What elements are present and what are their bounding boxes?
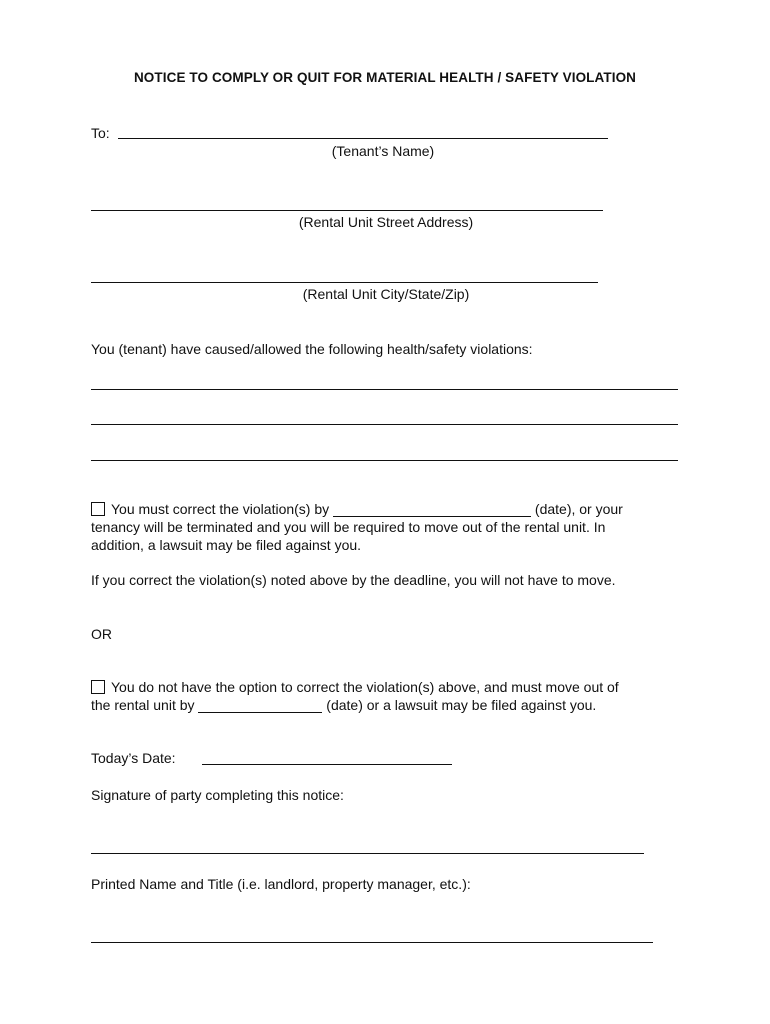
move-by-date-field[interactable] <box>198 698 322 713</box>
street-address-caption: (Rental Unit Street Address) <box>298 214 474 230</box>
option-correct-line3: addition, a lawsuit may be filed against you. <box>91 537 362 553</box>
violations-intro: You (tenant) have caused/allowed the following health/safety violations: <box>91 341 533 357</box>
street-address-field[interactable] <box>91 210 603 211</box>
option-move-line1: You do not have the option to correct the violation(s) above, and must move out of <box>111 679 619 695</box>
option-correct-paragraph <box>91 500 691 554</box>
printed-name-field[interactable] <box>91 942 653 943</box>
correct-note: If you correct the violation(s) noted above by the deadline, you will not have to move. <box>91 572 616 588</box>
correct-by-date-field[interactable] <box>333 502 531 517</box>
option-correct-line2: tenancy will be terminated and you will be required to move out of the rental unit. In <box>91 519 606 535</box>
todays-date-label: Today’s Date: <box>91 750 176 766</box>
tenant-name-caption: (Tenant’s Name) <box>331 143 435 159</box>
option-move-paragraph <box>91 678 691 714</box>
violation-line-1[interactable] <box>91 389 678 390</box>
tenant-name-field[interactable] <box>118 138 608 139</box>
printed-name-label: Printed Name and Title (i.e. landlord, property manager, etc.): <box>91 876 471 892</box>
or-label: OR <box>91 626 112 642</box>
option-correct-prefix: You must correct the violation(s) by <box>111 501 330 517</box>
city-state-zip-field[interactable] <box>91 282 598 283</box>
city-state-zip-caption: (Rental Unit City/State/Zip) <box>302 286 470 302</box>
violation-line-3[interactable] <box>91 460 678 461</box>
option-move-line2-prefix: the rental unit by <box>91 697 195 713</box>
option-move-line2-suffix: (date) or a lawsuit may be filed against you. <box>326 697 597 713</box>
option-correct-suffix: (date), or your <box>534 501 623 517</box>
todays-date-field[interactable] <box>202 764 452 765</box>
signature-field[interactable] <box>91 853 644 854</box>
option-correct-checkbox[interactable] <box>91 502 105 516</box>
signature-label: Signature of party completing this notice: <box>91 787 344 803</box>
document-title: NOTICE TO COMPLY OR QUIT FOR MATERIAL HEALTH / SAFETY VIOLATION <box>133 70 637 85</box>
to-label: To: <box>91 125 110 141</box>
option-move-checkbox[interactable] <box>91 680 105 694</box>
violation-line-2[interactable] <box>91 424 678 425</box>
